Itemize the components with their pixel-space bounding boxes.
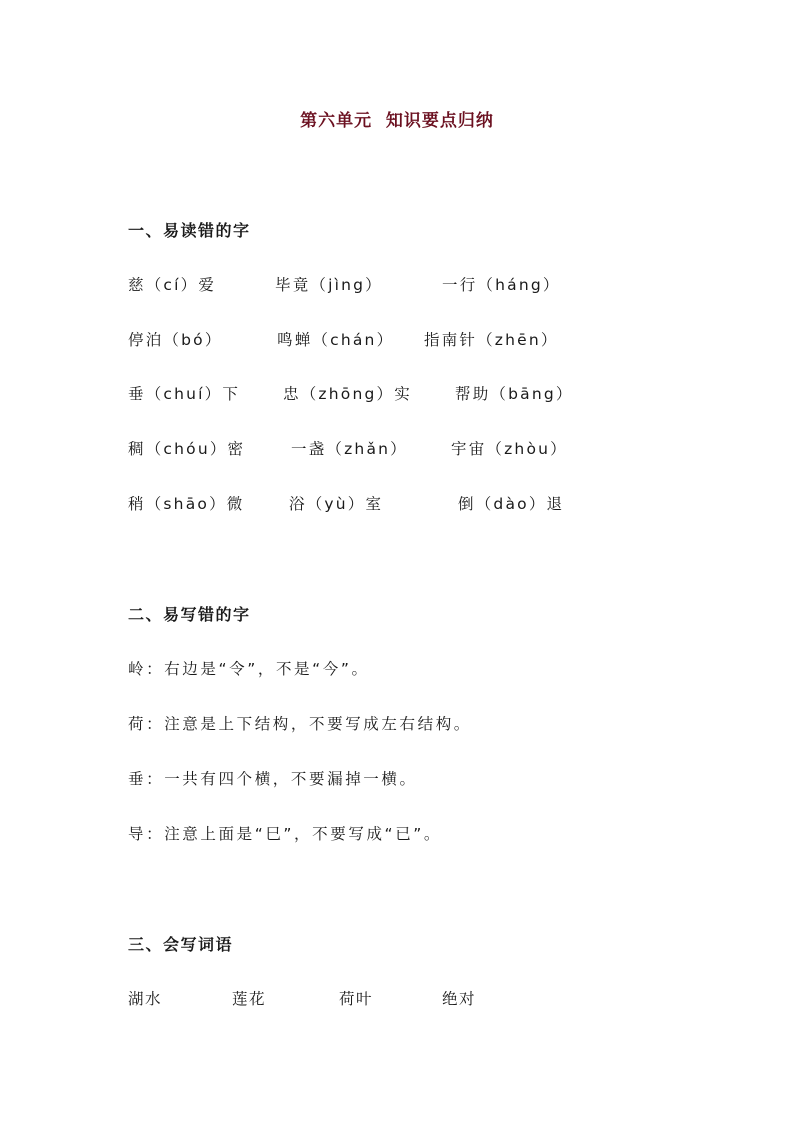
misread-item: 稍（shāo）微 <box>128 495 245 513</box>
misread-item: 一盏（zhǎn） <box>291 440 408 458</box>
miswrite-note: 荷：注意是上下结构，不要写成左右结构。 <box>128 715 472 733</box>
misread-item: 帮助（bāng） <box>455 385 574 403</box>
misread-item: 停泊（bó） <box>128 331 223 349</box>
section-heading-easy-misread: 一、易读错的字 <box>128 221 251 240</box>
vocab-word: 绝对 <box>442 990 477 1008</box>
misread-item: 垂（chuí）下 <box>128 385 241 403</box>
section-heading-write-words: 三、会写词语 <box>128 935 234 954</box>
misread-row <box>0 492 794 516</box>
vocab-word: 莲花 <box>232 990 267 1008</box>
miswrite-note: 导：注意上面是“巳”，不要写成“已”。 <box>128 825 443 843</box>
section-heading-easy-miswrite: 二、易写错的字 <box>128 605 251 624</box>
misread-item: 鸣蝉（chán） <box>277 331 395 349</box>
misread-item: 一行（háng） <box>442 276 561 294</box>
miswrite-note: 岭：右边是“令”，不是“今”。 <box>128 660 370 678</box>
misread-item: 宇宙（zhòu） <box>451 440 568 458</box>
misread-row <box>0 382 794 406</box>
misread-item: 浴（yù）室 <box>289 495 384 513</box>
misread-item: 慈（cí）爱 <box>128 276 217 294</box>
miswrite-note: 垂：一共有四个横，不要漏掉一横。 <box>128 770 418 788</box>
vocab-word: 湖水 <box>128 990 163 1008</box>
misread-item: 指南针（zhēn） <box>424 331 559 349</box>
misread-item: 毕竟（jìng） <box>275 276 383 294</box>
misread-item: 稠（chóu）密 <box>128 440 246 458</box>
misread-row <box>0 328 794 352</box>
page-title: 第六单元 知识要点归纳 <box>300 111 494 131</box>
vocab-word: 荷叶 <box>339 990 374 1008</box>
misread-item: 忠（zhōng）实 <box>283 385 412 403</box>
word-row <box>0 987 794 1011</box>
misread-row <box>0 273 794 297</box>
misread-row <box>0 437 794 461</box>
misread-item: 倒（dào）退 <box>458 495 565 513</box>
